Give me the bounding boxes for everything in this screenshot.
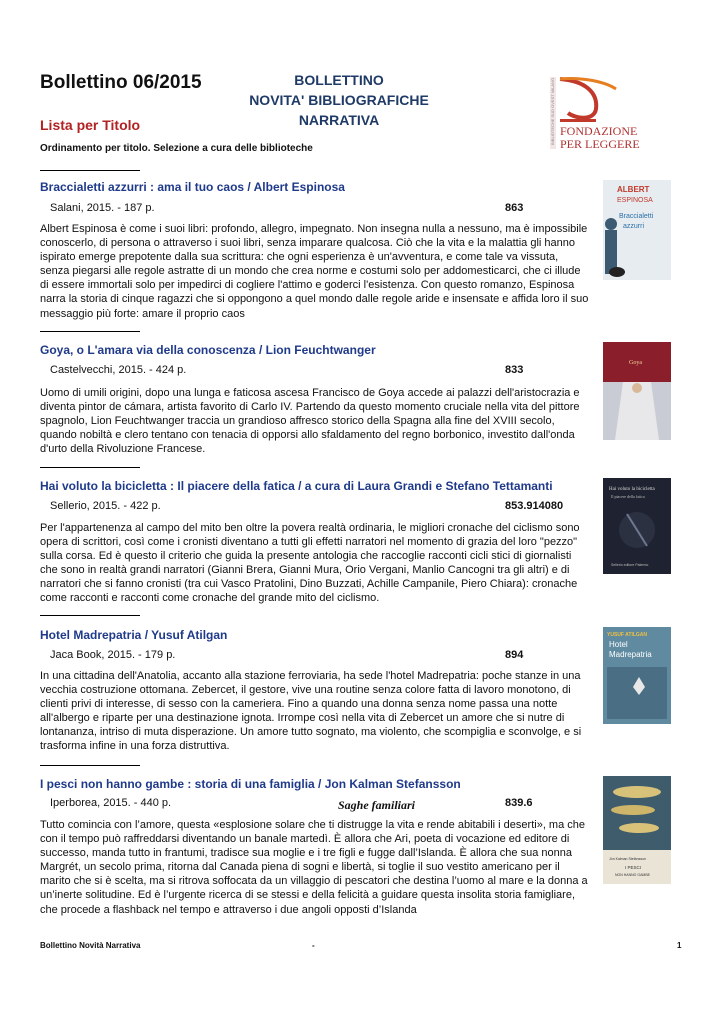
book-title: Hai voluto la bicicletta : Il piacere della fatica / a cura di Laura Grandi e Stefano Tettamanti [40, 479, 553, 493]
book-title: I pesci non hanno gambe : storia di una famiglia / Jon Kalman Stefansson [40, 777, 461, 791]
cover-text: ALBERT [617, 185, 650, 194]
book-publisher: Castelvecchi, 2015. - 424 p. [50, 364, 187, 376]
list-title: Lista per Titolo [40, 117, 141, 133]
book-cover-goya [603, 342, 671, 440]
header-line-narrativa: NARRATIVA [298, 112, 380, 128]
book-class-number: 863 [505, 202, 524, 214]
logo-graphic [546, 75, 664, 151]
book-class-number: 894 [505, 649, 524, 661]
book-class-number: 839.6 [505, 797, 533, 809]
header-center-block [225, 70, 453, 130]
book-description: Per l'appartenenza al campo del mito ben oltre la povera realtà ordinaria, le migliori cronache del ciclismo sono opera di scrittori, così come i cronisti diventano a tutti gli effetti narratori nel momento di grazia del loro "pezzo" sulla corsa. Ed è questo il criterio che guida la presente antologia che raccoglie racconti cicli stici di giornalisti che sono in realtà grandi narratori (Gianni Brera, Gianni Mura, Orio Vergani, Manlio Cancogni tra gli altri) e di narratori che si fanno cronisti (tra cui Vasco Pratolini, Dino Buzzati, Achille Campanile, Piero Chiara): cronache come racconti e racconti come cronache del grande mito del ciclismo. [40, 522, 580, 605]
book-class-number: 833 [505, 364, 524, 376]
book-cover-i-pesci [603, 776, 671, 884]
logo-text-fondazione: FONDAZIONE [560, 124, 638, 138]
cover-text: Madrepatria [609, 650, 652, 659]
document-title: Bollettino 06/2015 [40, 72, 202, 93]
logo-text-per-leggere: PER LEGGERE [560, 137, 640, 151]
footer-left: Bollettino Novità Narrativa [40, 941, 141, 950]
logo-side-text: BIBLIOTECHE SUD OVEST MILANO [550, 77, 555, 145]
cover-text: Il piacere della fatica [611, 494, 645, 499]
footer-page-number: 1 [677, 941, 682, 950]
book-description: Uomo di umili origini, dopo una lunga e faticosa ascesa Francisco de Goya accede ai palazzi dell'aristocrazia e diventa pintor de cámara, artista favorito di Carlo IV. Partendo da questo momento cruciale nella vita del pittore spagnolo, Lion Feuchtwanger traccia un grandioso affresco storico della Spagna alla fine del XVIII secolo, quando nobiltà e clero tentano con tenacia di opporsi allo sfaldamento del regno borbonico, investito dall'onda d'urto della Rivoluzione Francese. [40, 387, 580, 456]
book-description: Tutto comincia con l’amore, questa «esplosione solare che ti distrugge la vita e rende abitabili i deserti», ma che con il tempo può raffreddarsi diventando un banale martedì. È allora che Ari, poeta di vocazione ed editore di successo, manda tutto in frantumi, tradisce sua moglie e i tre figli e fugge dall’Islanda. È allora che sua nonna Margrét, un secolo prima, ritorna dal Canada piena di sogni e libertà, si toglie il suo vestito americano per il marito che si è scelta, ma si ritrova soffocata da un villaggio di pescatori che destina l’uomo al mare e la donna a un’inerte solitudine. Ed è l’urgente ricerca di se stessi e della felicità a guidare questa insolita storia famigliare, che procede a flashback nel tempo e attraverso i due angoli opposti d’Islanda [40, 819, 588, 916]
cover-text: Hai voluto la bicicletta [609, 487, 655, 492]
fondazione-logo [546, 75, 664, 151]
header-line-novita: NOVITA' BIBLIOGRAFICHE [249, 92, 429, 108]
separator-line [40, 331, 140, 332]
cover-text: Sellerio editore Palermo [611, 563, 649, 567]
book-description: In una cittadina dell'Anatolia, accanto alla stazione ferroviaria, ha sede l'hotel Madrepatria: poche stanze in una vecchia costruzione ottomana. Zebercet, il gestore, vive una routine senza colore fatta di lavoro monotono, di clienti privi di interesse, di sesso con la cameriera. Fino a quando una donna senza nome passa una notte all'albergo e riparte per una destinazione ignota. Irrompe così nella vita di Zebercet un amore che si nutre di lontananza, intriso di muta disperazione. Un amore tutto sognato, ma violento, che scompiglia e sconvolge, e si trasforma infine in una forza distruttiva. [40, 670, 582, 753]
order-note: Ordinamento per titolo. Selezione a cura delle biblioteche [40, 143, 313, 154]
book-cover-bicicletta [603, 478, 671, 574]
cover-text: azzurri [623, 223, 645, 230]
cover-text: Braccialetti [619, 213, 654, 220]
cover-text: ESPINOSA [617, 197, 653, 204]
cover-text: I PESCI [625, 865, 642, 870]
book-publisher: Iperborea, 2015. - 440 p. [50, 797, 172, 809]
book-title: Hotel Madrepatria / Yusuf Atilgan [40, 628, 228, 642]
book-description: Albert Espinosa è come i suoi libri: profondo, allegro, impegnato. Non insegna nulla a nessuno, ma è impossibile conoscerlo, di persona o attraverso i suoi libri, senza imparare qualcosa. Ciò che la vita e la malattia gli hanno ispirato emerge prepotente dalla sua scrittura: che ogni esperienza è un'avventura, e come tale va vissuta, senza piegarsi alle regole astratte di un mondo che crea norme e costumi solo per addomesticarci, che ci illude di essere immortali solo per impedirci di cogliere l'attimo e goderci l'esistenza. Con questo romanzo, Espinosa narra la storia di cinque ragazzi che si oppongono a quel mondo dalle regole aride e insensate e affida loro il suo messaggio più forte: amare il proprio caos [40, 223, 589, 320]
book-publisher: Sellerio, 2015. - 422 p. [50, 500, 161, 512]
book-title: Goya, o L'amara via della conoscenza / Lion Feuchtwanger [40, 343, 376, 357]
separator-line [40, 615, 140, 616]
book-genre: Saghe familiari [338, 798, 416, 812]
book-cover-hotel-madrepatria [603, 627, 671, 724]
cover-text: YUSUF ATILGAN [607, 632, 647, 638]
cover-text: Jón Kalman Stefánsson [609, 857, 646, 861]
cover-text: Goya [629, 360, 642, 366]
separator-line [40, 170, 140, 171]
cover-text: NON HANNO GAMBE [615, 873, 651, 877]
book-title: Braccialetti azzurri : ama il tuo caos / Albert Espinosa [40, 180, 345, 194]
book-publisher: Jaca Book, 2015. - 179 p. [50, 649, 176, 661]
book-publisher: Salani, 2015. - 187 p. [50, 202, 155, 214]
cover-text: Hotel [609, 640, 628, 649]
footer-center: - [312, 941, 315, 950]
book-cover-braccialetti [603, 180, 671, 280]
book-class-number: 853.914080 [505, 500, 564, 512]
separator-line [40, 765, 140, 766]
header-line-bollettino: BOLLETTINO [294, 72, 384, 88]
separator-line [40, 467, 140, 468]
